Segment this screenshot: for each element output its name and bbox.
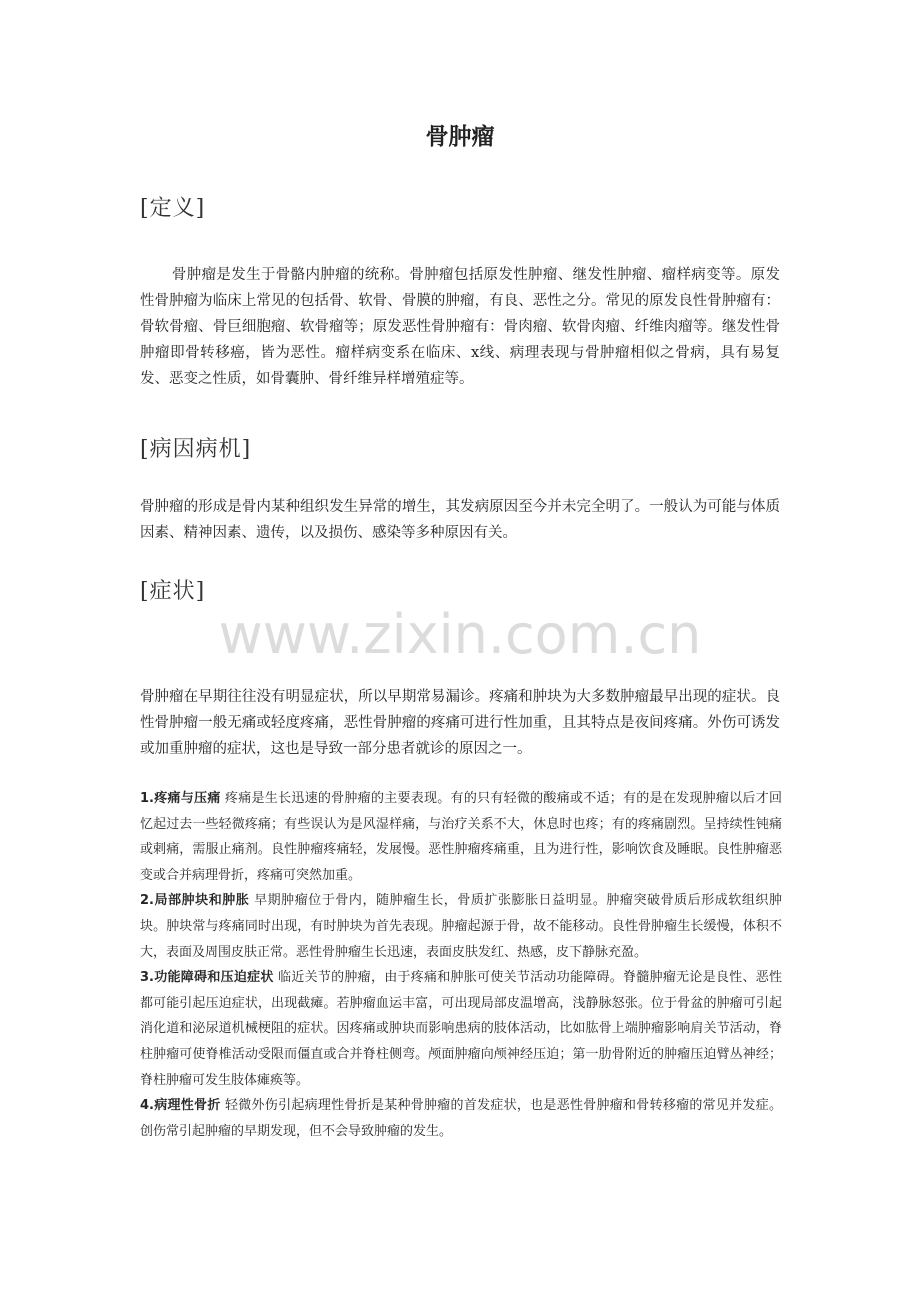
- symptoms-heading: [症状]: [140, 579, 206, 604]
- list-item-label: 病理性骨折: [153, 1098, 221, 1114]
- list-item-label: 局部肿块和肿胀: [153, 893, 250, 909]
- list-item-number: 3.: [140, 970, 154, 986]
- etiology-heading: [病因病机]: [140, 437, 252, 462]
- list-item: [140, 1093, 782, 1144]
- definition-text: 骨肿瘤是发生于骨骼内肿瘤的统称。骨肿瘤包括原发性肿瘤、继发性肿瘤、瘤样病变等。原发性骨肿瘤为临床上常见的包括骨、软骨、骨膜的肿瘤，有良、恶性之分。常见的原发良性骨肿瘤有：骨软骨瘤、骨巨细胞瘤、软骨瘤等；原发恶性骨肿瘤有：骨肉瘤、软骨肉瘤、纤维肉瘤等。继发性骨肿瘤即骨转移癌，皆为恶性。瘤样病变系在临床、x线、病理表现与骨肿瘤相似之骨病，具有易复发、恶变之性质，如骨囊肿、骨纤维异样增殖症等。: [140, 267, 780, 387]
- list-item-text: 轻微外伤引起病理性骨折是某种骨肿瘤的首发症状，也是恶性骨肿瘤和骨转移瘤的常见并发症。创伤常引起肿瘤的早期发现，但不会导致肿瘤的发生。: [140, 1098, 782, 1139]
- symptoms-text: 骨肿瘤在早期往往没有明显症状，所以早期常易漏诊。疼痛和肿块为大多数肿瘤最早出现的症状。良性骨肿瘤一般无痛或轻度疼痛，恶性骨肿瘤的疼痛可进行性加重，且其特点是夜间疼痛。外伤可诱发或加重肿瘤的症状，这也是导致一部分患者就诊的原因之一。: [140, 689, 780, 757]
- list-item-number: 1.: [140, 791, 154, 806]
- list-item-label: 功能障碍和压迫症状: [153, 970, 274, 986]
- definition-heading: [定义]: [140, 196, 206, 221]
- etiology-text: 骨肿瘤的形成是骨内某种组织发生异常的增生，其发病原因至今并未完全明了。一般认为可能与体质因素、精神因素、遗传，以及损伤、感染等多种原因有关。: [140, 499, 780, 541]
- list-item: [140, 786, 782, 888]
- symptoms-paragraph: [140, 684, 780, 762]
- list-item-number: 4.: [140, 1098, 154, 1114]
- definition-paragraph: [140, 262, 780, 392]
- document-title: 骨肿瘤: [425, 124, 495, 150]
- list-item: [140, 965, 782, 1093]
- symptom-list: [140, 786, 782, 1144]
- list-item-label: 疼痛与压痛: [153, 791, 221, 806]
- list-item-number: 2.: [140, 893, 154, 909]
- list-item-text: 疼痛是生长迅速的骨肿瘤的主要表现。有的只有轻微的酸痛或不适；有的是在发现肿瘤以后才回忆起过去一些轻微疼痛；有些误认为是风湿样痛，与治疗关系不大，休息时也疼；有的疼痛剧烈。呈持续性钝痛或剌痛，需服止痛剂。良性肿瘤疼痛轻，发展慢。恶性肿瘤疼痛重，且为进行性，影响饮食及睡眠。良性肿瘤恶变或合并病理骨折，疼痛可突然加重。: [140, 791, 782, 883]
- list-item-text: 临近关节的肿瘤，由于疼痛和肿胀可使关节活动功能障碍。脊髓肿瘤无论是良性、恶性都可能引起压迫症状，出现截瘫。若肿瘤血运丰富，可出现局部皮温增高，浅静脉怒张。位于骨盆的肿瘤可引起消化道和泌尿道机械梗阻的症状。因疼痛或肿块而影响患病的肢体活动，比如肱骨上端肿瘤影响肩关节活动，脊柱肿瘤可使脊椎活动受限而僵直或合并脊柱侧弯。颅面肿瘤向颅神经压迫；第一肋骨附近的肿瘤压迫臂丛神经；脊柱肿瘤可发生肢体瘫痪等。: [140, 970, 782, 1088]
- etiology-paragraph: [140, 494, 780, 546]
- list-item-text: 早期肿瘤位于骨内，随肿瘤生长，骨质扩张膨胀日益明显。肿瘤突破骨质后形成软组织肿块。肿块常与疼痛同时出现，有时肿块为首先表现。肿瘤起源于骨，故不能移动。良性骨肿瘤生长缓慢，体积不大，表面及周围皮肤正常。恶性骨肿瘤生长迅速，表面皮肤发红、热感，皮下静脉充盈。: [140, 893, 782, 960]
- watermark-text: www.zixin.com.cn: [218, 603, 702, 666]
- list-item: [140, 888, 782, 965]
